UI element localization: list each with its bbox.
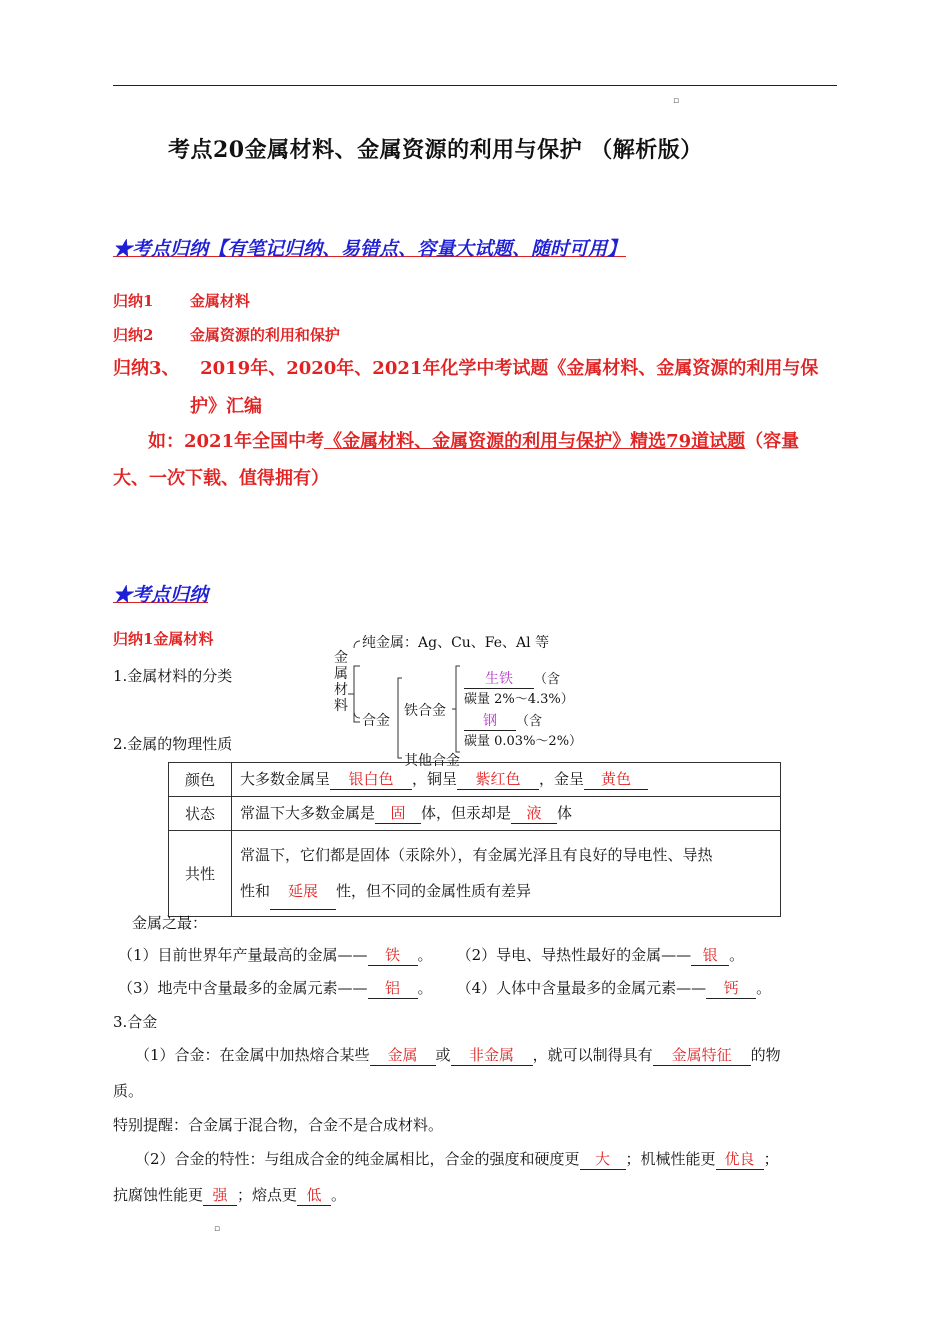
promo-suffix: （容量 (745, 431, 800, 452)
row-value-state: 常温下大多数金属是 固 体，但汞却是 液 体 (232, 797, 781, 831)
alloy-properties: （2）合金的特性：与组成合金的纯金属相比，合金的强度和硬度更 大 ；机械性能更 优良 ； (135, 1150, 779, 1168)
toc-item-3-continued: 护》汇编 (190, 396, 262, 417)
item-alloy: 3.合金 (113, 1013, 158, 1031)
section-heading-knowledge: ★考点归纳 (113, 584, 209, 606)
diagram-steel-note: 碳量 0.03%～2%） (464, 734, 583, 749)
diagram-pig-iron-row: 生铁 （含 (464, 668, 560, 689)
toc-label: 归纳2 (113, 326, 154, 344)
page-title: 考点20金属材料、金属资源的利用与保护 （解析版） (168, 137, 703, 163)
toc-item-3 (113, 354, 818, 380)
physical-properties-table (168, 762, 781, 917)
promo-line (148, 427, 799, 453)
alloy-definition: （1）合金：在金属中加热熔合某些 金属 或 非金属 ，就可以制得具有 金属特征 的物 (135, 1046, 781, 1064)
toc-text: 金属资源的利用和保护 (189, 326, 340, 344)
diagram-alloy: 合金 (362, 713, 390, 729)
diagram-pig-iron: 生铁 (464, 668, 534, 689)
row-key-color: 颜色 (169, 763, 232, 797)
header-rule (113, 85, 837, 86)
promo-prefix: 如：2021年全国中考 (148, 431, 325, 452)
toc-label: 归纳3、 (113, 358, 180, 379)
toc-item-2 (113, 324, 340, 345)
diagram-iron-alloy: 铁合金 (404, 703, 446, 719)
row-key-state: 状态 (169, 797, 232, 831)
item-classification: 1.金属材料的分类 (113, 667, 233, 685)
table-row (169, 831, 781, 917)
table-row (169, 797, 781, 831)
alloy-properties-continued: 抗腐蚀性能更 强 ；熔点更 低 。 (113, 1186, 347, 1204)
paragraph-mark: ▫ (673, 96, 680, 106)
subheading-metal-materials: 归纳1金属材料 (113, 630, 214, 648)
diagram-steel: 钢 (464, 710, 516, 731)
table-row (169, 763, 781, 797)
row-value-color: 大多数金属呈 银白色 ，铜呈 紫红色 ，金呈 黄色 (232, 763, 781, 797)
row-key-common: 共性 (169, 831, 232, 917)
promo-line-2: 大、一次下载、值得拥有） (113, 468, 329, 489)
special-tip: 特别提醒：合金属于混合物，合金不是合成材料。 (113, 1116, 444, 1134)
metal-superlatives-heading: 金属之最： (132, 914, 208, 932)
superlative-row-1: （1）目前世界年产量最高的金属—— 铁 。 （2）导电、导热性最好的金属—— 银 。 (118, 946, 745, 964)
alloy-definition-continued: 质。 (113, 1082, 144, 1100)
classification-diagram (330, 626, 620, 769)
toc-item-1 (113, 290, 250, 311)
superlative-row-2: （3）地壳中含量最多的金属元素—— 铝 。 （4）人体中含量最多的金属元素—— 钙 。 (118, 979, 772, 997)
diagram-root: 金 属 材 料 (334, 650, 348, 714)
diagram-pure-metal: 纯金属：Ag、Cu、Fe、Al 等 (362, 635, 550, 651)
promo-link[interactable]: 《金属材料、金属资源的利用与保护》精选79道试题 (324, 431, 746, 452)
row-value-common: 常温下，它们都是固体（汞除外），有金属光泽且有良好的导电性、导热 性和 延展 性，但不同的金属性质有差异 (232, 831, 781, 917)
section-heading-summary: ★考点归纳【有笔记归纳、易错点、容量大试题、随时可用】 (113, 238, 627, 260)
diagram-pig-iron-note: 碳量 2%～4.3%） (464, 692, 574, 707)
toc-text: 金属材料 (189, 292, 250, 310)
toc-label: 归纳1 (113, 292, 154, 310)
diagram-other-alloy: 其他合金 (404, 753, 460, 769)
paragraph-mark: ▫ (214, 1224, 221, 1234)
item-physical-properties: 2.金属的物理性质 (113, 735, 233, 753)
diagram-steel-row: 钢 （含 (464, 710, 542, 731)
toc-text: 2019年、2020年、2021年化学中考试题《金属材料、金属资源的利用与保 (200, 358, 819, 379)
